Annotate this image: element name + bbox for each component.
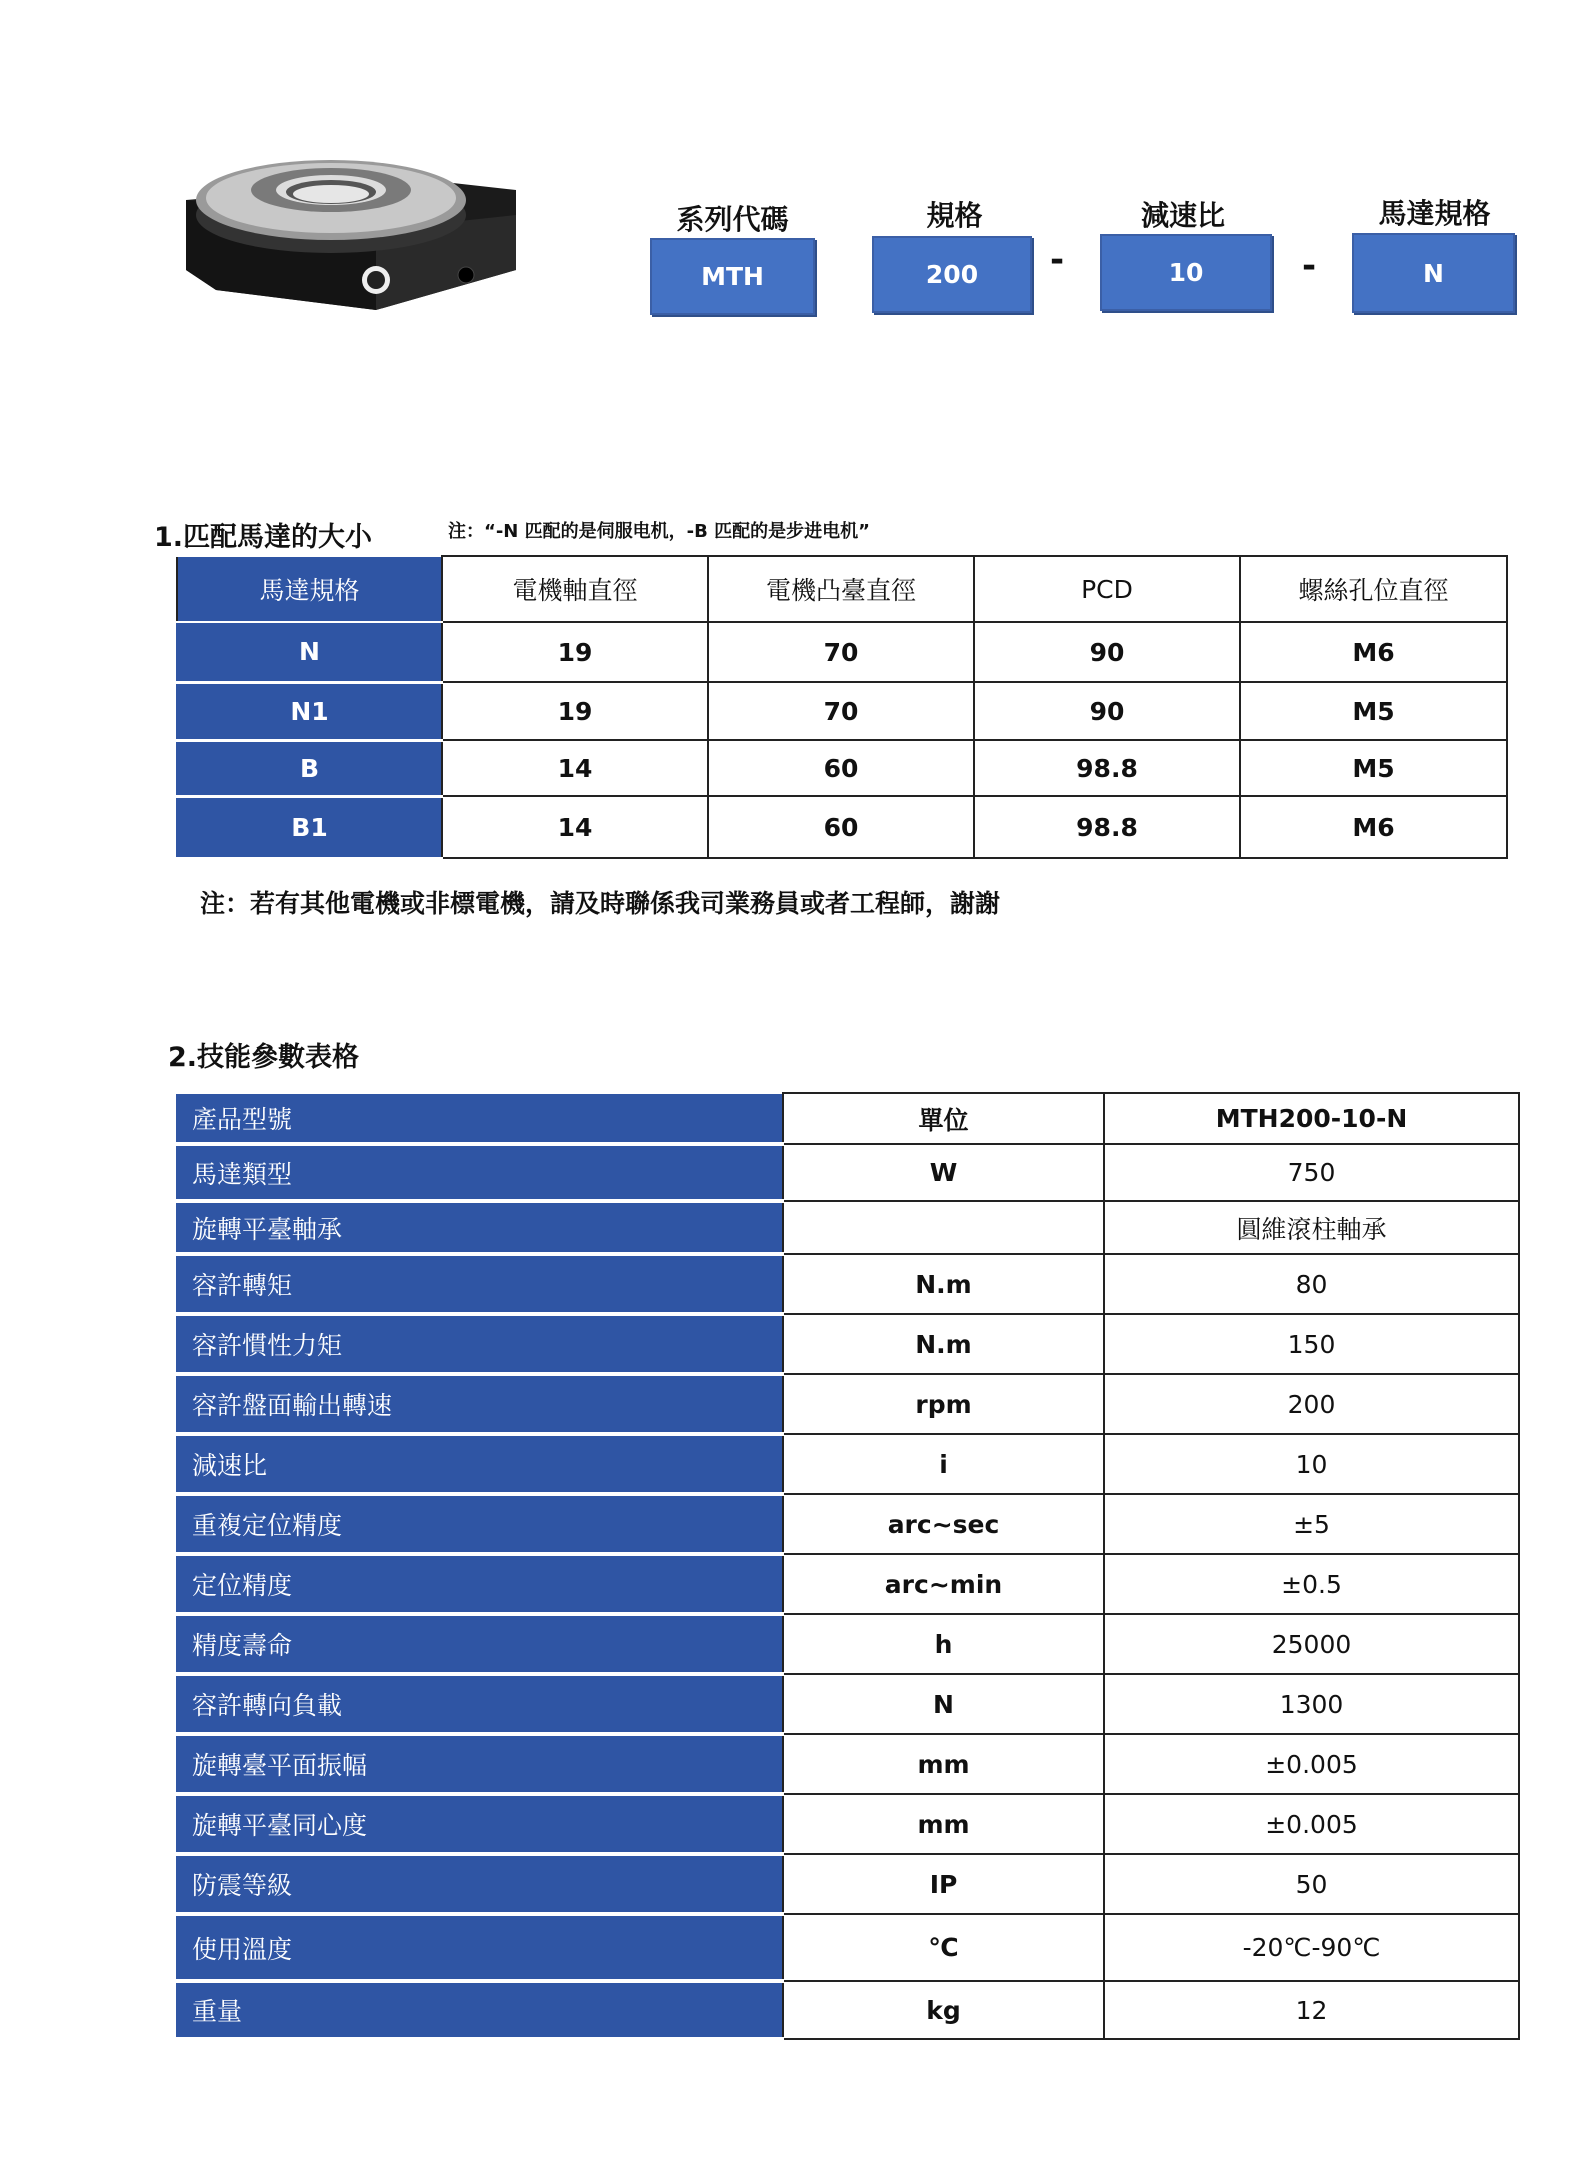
- spec-value: -20℃-90℃: [1104, 1914, 1519, 1981]
- code-box-motor: N: [1352, 233, 1515, 313]
- spec-value: 50: [1104, 1854, 1519, 1914]
- spec-value: 10: [1104, 1434, 1519, 1494]
- spec-unit: mm: [783, 1794, 1104, 1854]
- spec-unit: 單位: [783, 1093, 1104, 1144]
- spec-value: ±0.5: [1104, 1554, 1519, 1614]
- table-row: [177, 1981, 1519, 2039]
- spec-value: ±5: [1104, 1494, 1519, 1554]
- table-cell: 70: [708, 682, 974, 740]
- spec-label: 重複定位精度: [177, 1494, 783, 1554]
- spec-unit: N: [783, 1674, 1104, 1734]
- spec-value: MTH200-10-N: [1104, 1093, 1519, 1144]
- spec-table: [176, 1092, 1520, 2041]
- spec-label: 容許轉矩: [177, 1254, 783, 1314]
- table-row: [177, 1854, 1519, 1914]
- section1-note: 注：“-N 匹配的是伺服电机，-B 匹配的是步进电机”: [448, 521, 870, 542]
- spec-unit: i: [783, 1434, 1104, 1494]
- header-cell: 螺絲孔位直徑: [1240, 556, 1507, 622]
- section1-footnote: 注：若有其他電機或非標電機，請及時聯係我司業務員或者工程師，謝謝: [200, 889, 1001, 918]
- header-cell: 電機凸臺直徑: [708, 556, 974, 622]
- table-cell: 90: [974, 682, 1240, 740]
- code-separator: -: [1302, 246, 1317, 286]
- table-cell: 60: [708, 796, 974, 858]
- spec-label: 精度壽命: [177, 1614, 783, 1674]
- spec-value: 150: [1104, 1314, 1519, 1374]
- code-box-ratio: 10: [1100, 234, 1272, 311]
- spec-unit: [783, 1201, 1104, 1254]
- table-cell: 14: [442, 796, 708, 858]
- spec-label: 減速比: [177, 1434, 783, 1494]
- table-row: [177, 1794, 1519, 1854]
- spec-value: 圓維滾柱軸承: [1104, 1201, 1519, 1254]
- spec-label: 重量: [177, 1981, 783, 2039]
- table-row: [177, 682, 1507, 740]
- spec-unit: mm: [783, 1734, 1104, 1794]
- spec-label: 馬達類型: [177, 1144, 783, 1201]
- table-row: [177, 1914, 1519, 1981]
- header-cell: PCD: [974, 556, 1240, 622]
- spec-unit: IP: [783, 1854, 1104, 1914]
- header-cell: 電機軸直徑: [442, 556, 708, 622]
- table-cell: M6: [1240, 796, 1507, 858]
- row-label: B: [177, 740, 442, 796]
- table-row: [177, 1374, 1519, 1434]
- spec-unit: h: [783, 1614, 1104, 1674]
- table-row: [177, 1314, 1519, 1374]
- spec-label: 使用溫度: [177, 1914, 783, 1981]
- spec-label: 容許慣性力矩: [177, 1314, 783, 1374]
- table-row: [177, 1144, 1519, 1201]
- table-cell: 14: [442, 740, 708, 796]
- table-row: [177, 796, 1507, 858]
- code-label-series: 系列代碼: [676, 203, 789, 236]
- spec-unit: rpm: [783, 1374, 1104, 1434]
- table-cell: 98.8: [974, 796, 1240, 858]
- table-cell: 19: [442, 622, 708, 682]
- spec-label: 防震等級: [177, 1854, 783, 1914]
- row-label: B1: [177, 796, 442, 858]
- code-label-ratio: 減速比: [1140, 199, 1225, 232]
- spec-unit: N.m: [783, 1314, 1104, 1374]
- code-box-spec: 200: [872, 236, 1032, 313]
- spec-label: 旋轉臺平面振幅: [177, 1734, 783, 1794]
- spec-unit: N.m: [783, 1254, 1104, 1314]
- table-cell: M5: [1240, 740, 1507, 796]
- table-header-row: [177, 1093, 1519, 1144]
- spec-label: 旋轉平臺軸承: [177, 1201, 783, 1254]
- spec-label: 容許轉向負載: [177, 1674, 783, 1734]
- spec-label: 產品型號: [177, 1093, 783, 1144]
- table-row: [177, 1554, 1519, 1614]
- code-separator: -: [1050, 240, 1065, 280]
- motor-size-table: [176, 555, 1508, 860]
- code-label-motor: 馬達規格: [1378, 197, 1491, 230]
- spec-label: 容許盤面輸出轉速: [177, 1374, 783, 1434]
- table-cell: 19: [442, 682, 708, 740]
- spec-value: 200: [1104, 1374, 1519, 1434]
- row-label: N: [177, 622, 442, 682]
- spec-value: ±0.005: [1104, 1794, 1519, 1854]
- table-row: [177, 1614, 1519, 1674]
- table-row: [177, 740, 1507, 796]
- table-cell: 98.8: [974, 740, 1240, 796]
- table-row: [177, 1734, 1519, 1794]
- spec-label: 旋轉平臺同心度: [177, 1794, 783, 1854]
- product-image: [176, 120, 536, 320]
- table-cell: M6: [1240, 622, 1507, 682]
- table-cell: 70: [708, 622, 974, 682]
- header-cell: 馬達規格: [177, 556, 442, 622]
- code-box-series: MTH: [650, 238, 815, 315]
- spec-unit: ℃: [783, 1914, 1104, 1981]
- table-cell: 60: [708, 740, 974, 796]
- spec-label: 定位精度: [177, 1554, 783, 1614]
- spec-value: 80: [1104, 1254, 1519, 1314]
- spec-value: 25000: [1104, 1614, 1519, 1674]
- spec-value: 750: [1104, 1144, 1519, 1201]
- table-cell: 90: [974, 622, 1240, 682]
- table-row: [177, 1674, 1519, 1734]
- section1-title: 1.匹配馬達的大小: [154, 522, 373, 553]
- table-row: [177, 1201, 1519, 1254]
- code-label-spec: 規格: [926, 199, 983, 232]
- section2-title: 2.技能參數表格: [168, 1042, 360, 1073]
- table-row: [177, 1494, 1519, 1554]
- spec-value: 12: [1104, 1981, 1519, 2039]
- spec-value: 1300: [1104, 1674, 1519, 1734]
- table-row: [177, 1254, 1519, 1314]
- spec-value: ±0.005: [1104, 1734, 1519, 1794]
- spec-unit: arc~sec: [783, 1494, 1104, 1554]
- spec-unit: kg: [783, 1981, 1104, 2039]
- table-row: [177, 1434, 1519, 1494]
- table-cell: M5: [1240, 682, 1507, 740]
- table-row: [177, 622, 1507, 682]
- table-header-row: [177, 556, 1507, 622]
- spec-unit: arc~min: [783, 1554, 1104, 1614]
- row-label: N1: [177, 682, 442, 740]
- spec-unit: W: [783, 1144, 1104, 1201]
